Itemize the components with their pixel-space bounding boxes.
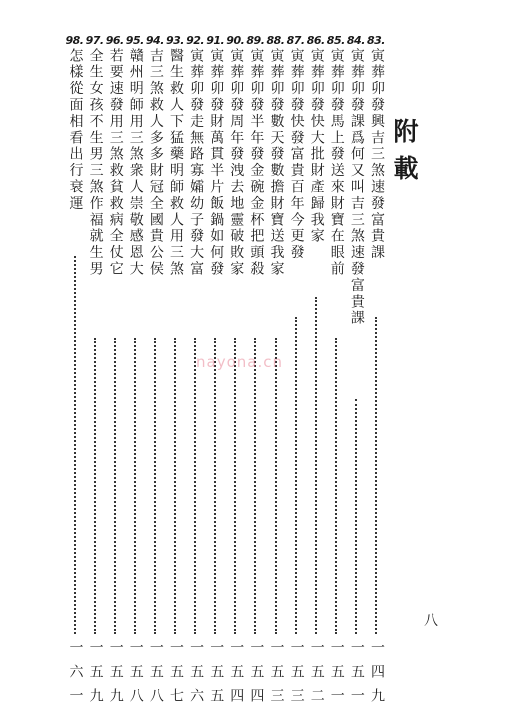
entry-title: 全生女孩不生男三煞作福就生男 [87,48,104,278]
entry-number: 98. [65,34,84,47]
entry-number: 87. [286,34,305,47]
dot-leader [94,338,98,634]
dot-leader [114,338,118,634]
dot-leader [295,317,299,634]
entry-title: 醫生救人下猛藥明師救人用三煞 [168,48,184,278]
section-title: 附載 [390,118,419,192]
toc-entry [105,34,125,712]
entry-page-number: 一五四 [228,640,245,712]
entry-page-number: 一五二 [308,640,325,712]
toc-entry [306,34,326,712]
entry-number: 93. [166,34,184,47]
toc-entry [205,34,225,712]
entry-number: 83. [367,34,385,47]
entry-number: 88. [266,34,285,47]
dot-leader [194,338,198,634]
entry-number: 90. [226,34,245,47]
entry-title: 若要速發用三煞救貧救病全仗它 [107,48,124,278]
entry-title: 寅葬卯發周年發洩去地靈破敗家 [228,48,245,278]
entry-number: 85. [326,34,345,47]
entry-page-number: 一五四 [248,640,265,712]
dot-leader [275,338,279,634]
dot-leader [134,338,138,634]
entry-page-number: 一五一 [348,640,365,712]
dot-leader [254,338,258,634]
toc-entry [346,34,366,712]
entry-page-number: 一五六 [188,640,205,712]
dot-leader [74,256,78,634]
dot-leader [214,338,218,634]
entry-number: 92. [186,34,205,47]
entry-page-number: 一五八 [147,640,164,712]
dot-leader [154,338,158,634]
entry-title: 寅葬卯發半年發金碗金杯把頭殺 [248,48,265,278]
dot-leader [355,399,359,634]
entry-title: 寅葬卯發走無路寡孀幼子發大富 [188,48,205,278]
toc-entry [225,34,245,712]
toc-entry [125,34,145,712]
entry-number: 86. [306,34,325,47]
toc-entry [326,34,346,712]
dot-leader [174,338,178,634]
entry-title: 寅葬卯發課爲何又叫吉三煞速發富貴課 [348,48,365,327]
toc-entry [165,34,185,712]
entry-title: 寅葬卯發財萬貫半片飯鍋如何發 [208,48,225,278]
entry-title: 寅葬卯發數天發數擔財寶送我家 [268,48,285,278]
entry-page-number: 一四九 [369,640,385,712]
dot-leader [375,317,379,634]
entry-page-number: 一五八 [127,640,144,712]
entry-number: 84. [346,34,365,47]
entry-number: 96. [105,34,124,47]
entry-title: 贛州明師用三煞衆人崇敬感恩大 [127,48,144,278]
entry-page-number: 一五九 [107,640,124,712]
entry-title: 寅葬卯發快大批財產歸我家 [308,48,325,245]
entry-title: 吉三煞救人多多財冠全國貴公侯 [147,48,164,278]
dot-leader [335,338,339,634]
entry-title: 寅葬卯發興吉三煞速發富貴課 [369,48,385,262]
page-folio: 八 [424,613,438,629]
dot-leader [234,338,238,634]
dot-leader [315,297,319,634]
watermark: nayona.cn [196,353,283,371]
entry-page-number: 一六一 [67,640,84,712]
toc-entry [286,34,306,712]
toc-entry [145,34,165,712]
entry-title: 寅葬卯發馬上發送來財寶在眼前 [328,48,345,278]
toc-entry [266,34,286,712]
entry-page-number: 一五九 [87,640,104,712]
entry-title: 寅葬卯發快發富貴百年今更發 [288,48,305,262]
entry-number: 89. [246,34,265,47]
toc-entry [185,34,205,712]
toc-entry [65,34,85,712]
entry-page-number: 一五一 [328,640,345,712]
entry-number: 97. [85,34,104,47]
toc-entry [366,34,386,712]
toc-entry [85,34,105,712]
toc-entry [245,34,265,712]
entry-page-number: 一五三 [268,640,285,712]
entry-page-number: 一五七 [168,640,184,712]
entry-number: 94. [145,34,164,47]
entry-page-number: 一五三 [288,640,305,712]
entry-title: 怎樣從面相看出行衰運 [67,48,84,212]
entry-number: 91. [206,34,225,47]
entry-page-number: 一五五 [208,640,225,712]
entry-number: 95. [125,34,144,47]
